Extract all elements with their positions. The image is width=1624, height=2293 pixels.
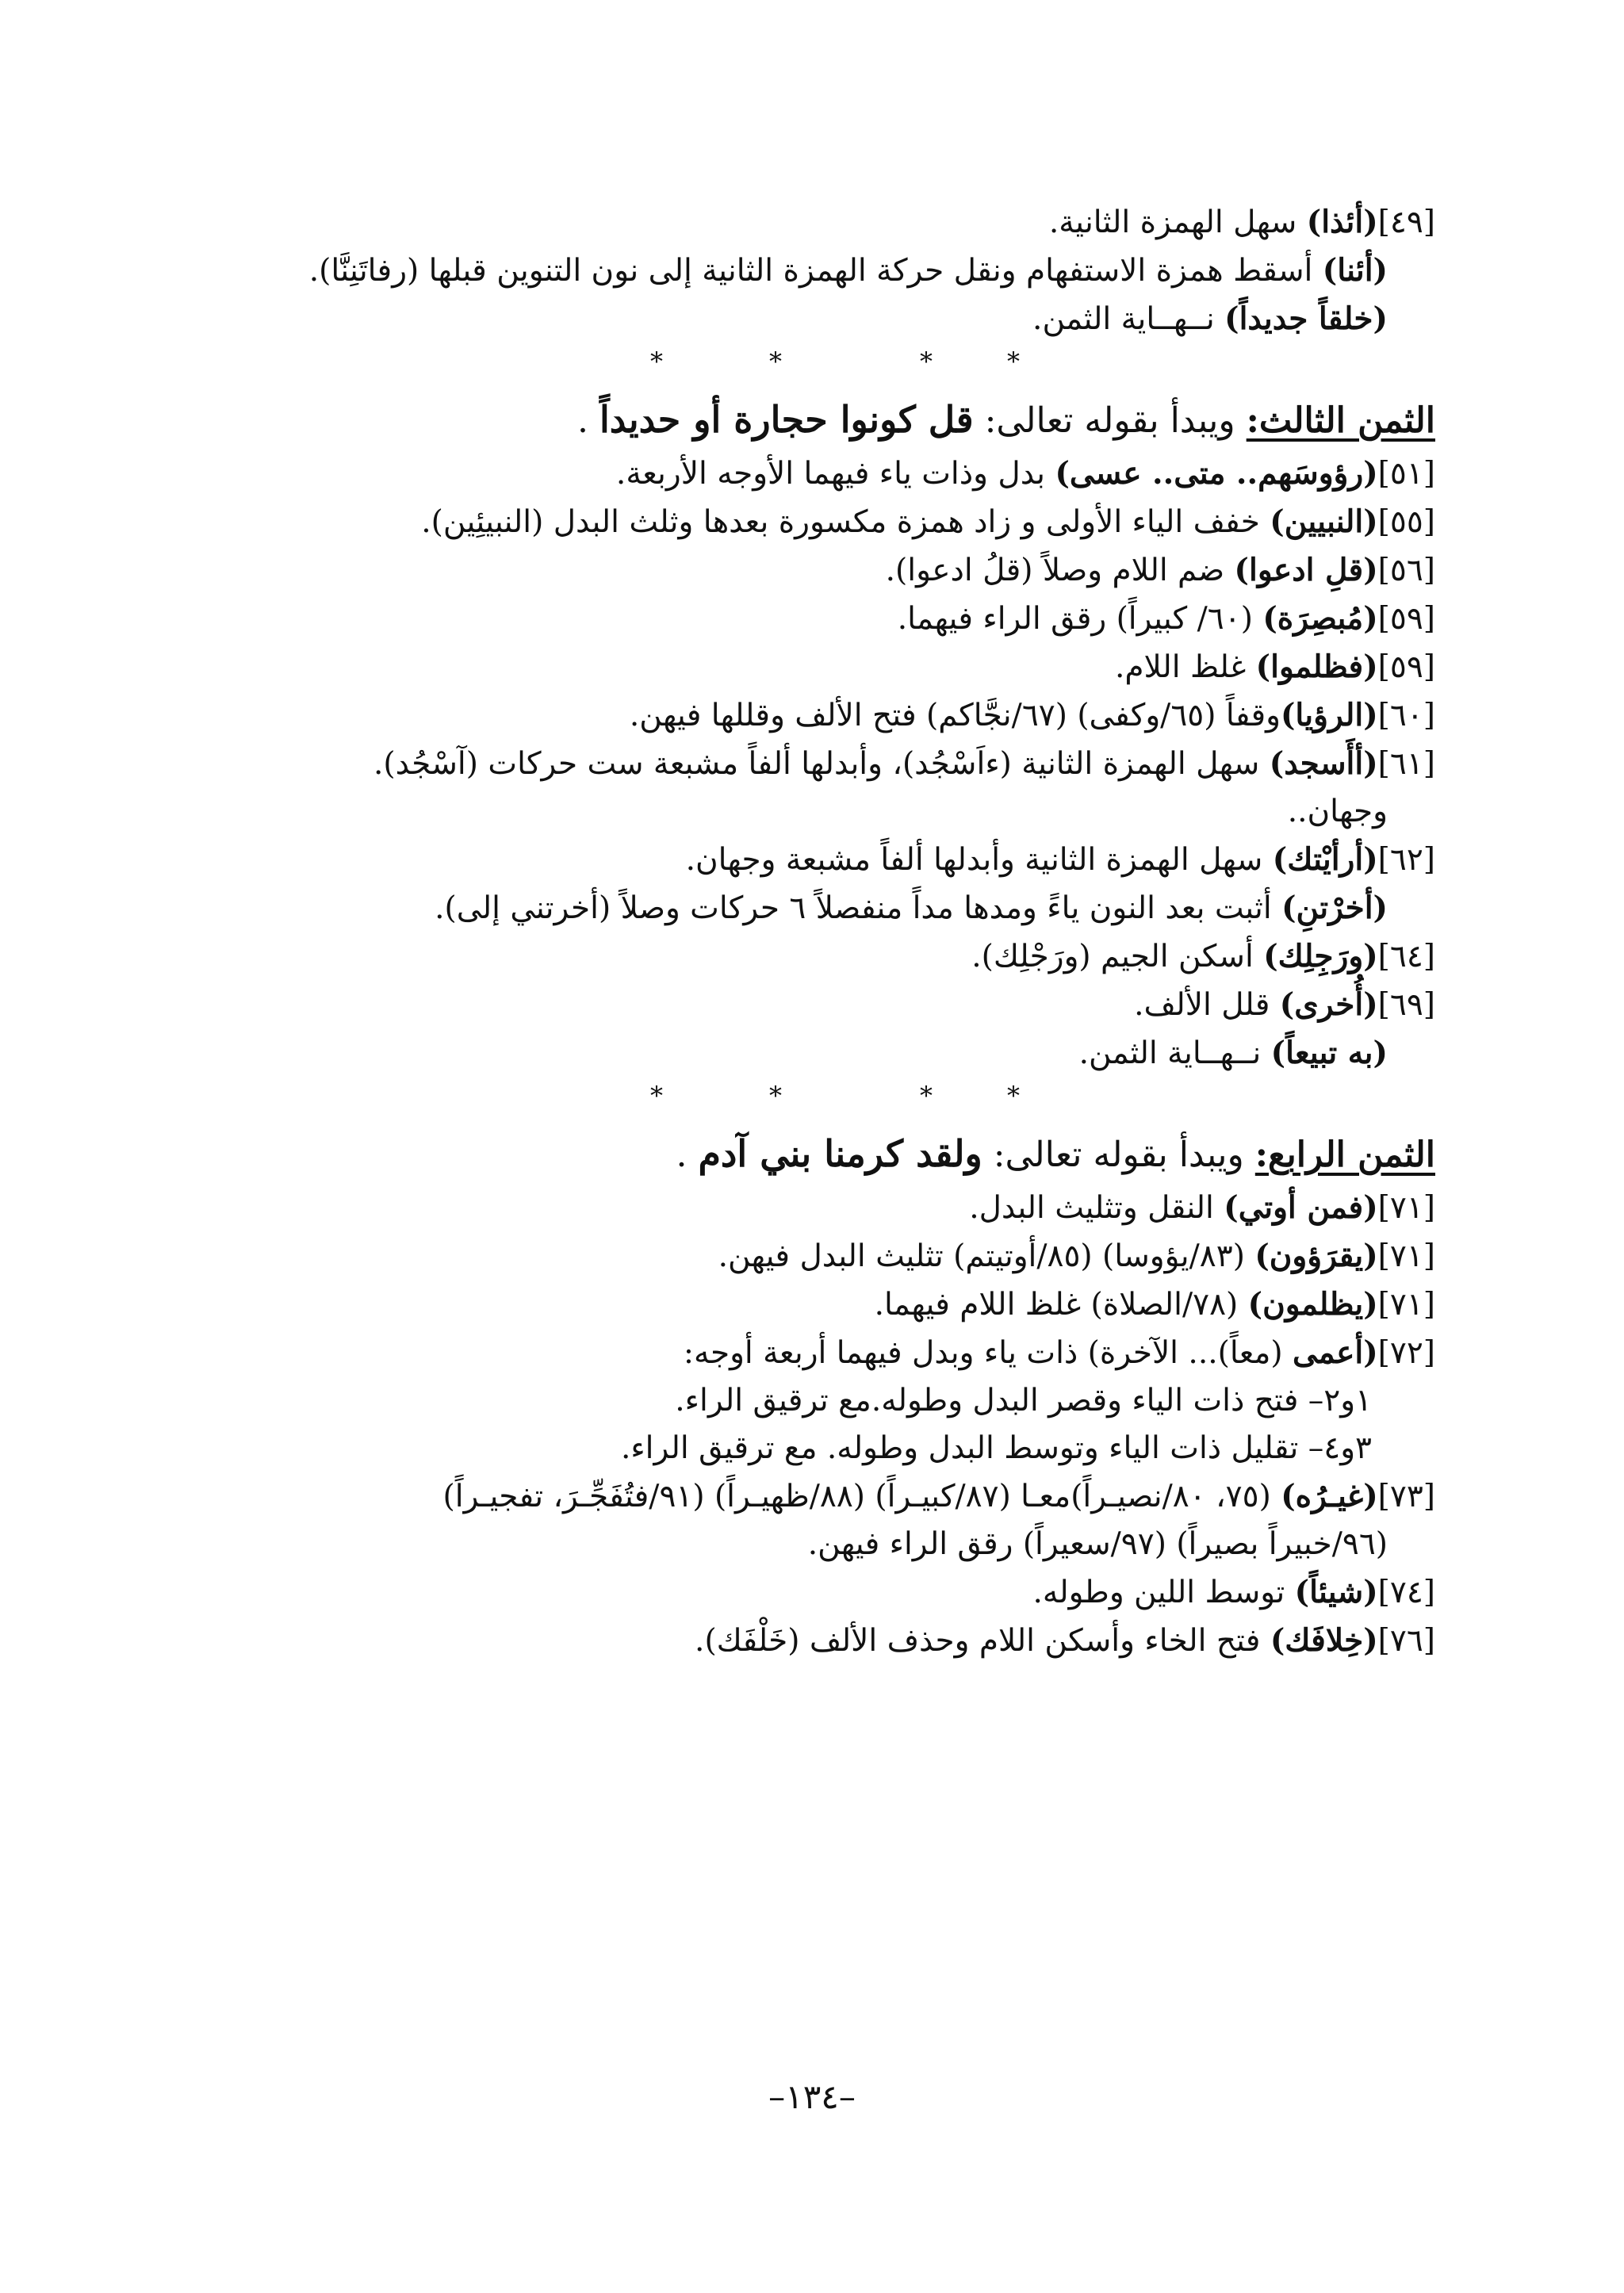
entry-continuation: وجهان..: [1287, 794, 1388, 829]
section-end: .: [676, 1135, 699, 1175]
quranic-word: (يقرَؤون): [1254, 1238, 1378, 1274]
entry-text: سهل الهمزة الثانية (ءاَسْجُد)، وأبدلها ألفاً مشبعة ست حركات (آسْجُد).: [373, 746, 1270, 782]
entry-line: [230, 691, 1435, 740]
quranic-word: (مُبصِرَة): [1262, 600, 1378, 637]
entry-text: (معاً)... الآخرة) ذات ياء وبدل فيهما أربعة أوجه:: [683, 1335, 1293, 1371]
section-title: الثمن الثالث:: [1246, 400, 1435, 441]
section-intro: ويبدأ بقوله تعالى:: [982, 1135, 1255, 1175]
quranic-word: (أعمى: [1293, 1334, 1378, 1371]
quranic-word: (أرأيْتك): [1272, 841, 1378, 878]
separator-star: *: [650, 346, 663, 377]
quranic-word: (النبيين): [1270, 503, 1378, 540]
entry-line: [230, 1472, 1435, 1521]
verse-number: [٧٣]: [1377, 1479, 1435, 1514]
entry-line: [230, 1029, 1435, 1078]
quranic-word: (أئذا): [1306, 204, 1378, 240]
entry-line: [230, 643, 1435, 691]
entry-line: [230, 247, 1435, 295]
section-heading-third: [230, 391, 1435, 450]
verse-number: [٥٩]: [1377, 649, 1435, 685]
quranic-word: (رؤوسَهم.. متى.. عسى): [1055, 455, 1378, 492]
section-separator: [230, 343, 1435, 383]
section-intro: ويبدأ بقوله تعالى:: [973, 400, 1247, 441]
verse-number: [٦١]: [1377, 746, 1435, 782]
entry-text: ضم اللام وصلاً (قلُ ادعوا).: [885, 553, 1235, 588]
entry-text: (٦٠/ كبيراً) رقق الراء فيهما.: [897, 601, 1263, 637]
quranic-word: (به تبيعاً): [1270, 1035, 1388, 1071]
separator-star: *: [920, 346, 933, 377]
entry-text: (٧٨/الصلاة) غلظ اللام فيهما.: [874, 1287, 1248, 1323]
entry-text: توسط اللين وطوله.: [1032, 1575, 1295, 1610]
entry-line: [230, 1329, 1435, 1377]
entry-text: فتح الخاء وأسكن اللام وحذف الألف (خَلْفَك).: [695, 1623, 1270, 1659]
entry-line: [230, 836, 1435, 884]
verse-number: [٦٢]: [1377, 842, 1435, 878]
entry-line: [230, 498, 1435, 546]
entry-line: [230, 740, 1435, 788]
quranic-word: (فظلموا): [1255, 649, 1378, 685]
section-heading-fourth: [230, 1125, 1435, 1184]
section-quote: قل كونوا حجارة أو حديداً: [599, 398, 974, 441]
entry-continuation: (٩٦/خبيراً بصيراً) (٩٧/سعيراً) رقق الراء فيهن.: [807, 1526, 1388, 1562]
verse-number: [٧١]: [1377, 1287, 1435, 1323]
sub-entry-line: ٣و٤– تقليل ذات الياء وتوسط البدل وطوله. مع ترقيق الراء.: [620, 1430, 1372, 1466]
sub-entry-line: ١و٢– فتح ذات الياء وقصر البدل وطوله.مع ترقيق الراء.: [675, 1383, 1372, 1418]
verse-number: [٥٥]: [1377, 504, 1435, 540]
entry-text: سهل الهمزة الثانية.: [1048, 205, 1307, 240]
entry-text: أسكن الجيم (ورَجْلِك).: [971, 939, 1264, 974]
entry-text: نــهــاية الثمن.: [1032, 301, 1225, 337]
section-separator: [230, 1078, 1435, 1117]
quranic-word: (فمن أوتي): [1224, 1189, 1378, 1226]
entry-line: [230, 1617, 1435, 1665]
entry-line: [230, 932, 1435, 981]
entry-line: [230, 981, 1435, 1029]
entry-line: [230, 1184, 1435, 1232]
verse-number: [٧٢]: [1377, 1335, 1435, 1371]
entry-line: [230, 1280, 1435, 1329]
entry-text: (٨٣/يؤوسا) (٨٥/أوتيتم) تثليث البدل فيهن.: [718, 1238, 1255, 1274]
entry-line: [230, 1568, 1435, 1617]
quranic-word: (أُخرى): [1279, 986, 1378, 1023]
verse-number: [٧٤]: [1377, 1575, 1435, 1610]
entry-line: [230, 1232, 1435, 1280]
entry-text: قلل الألف.: [1134, 987, 1280, 1023]
separator-star: *: [769, 1081, 782, 1111]
separator-star: *: [650, 1081, 663, 1111]
separator-star: *: [1007, 1081, 1020, 1111]
verse-number: [٧١]: [1377, 1190, 1435, 1226]
verse-number: [٥٩]: [1377, 601, 1435, 637]
entry-text: أسقط همزة الاستفهام ونقل حركة الهمزة الثانية إلى نون التنوين قبلها (رفاتَنِنَّا).: [308, 253, 1323, 289]
entry-text: سهل الهمزة الثانية وأبدلها ألفاً مشبعة وجهان.: [685, 842, 1273, 878]
verse-number: [٧٦]: [1377, 1623, 1435, 1659]
entry-text: (٧٥، ٨٠/نصيـراً)معـا (٨٧/كبيـراً) (٨٨/ظهيـراً) (٩١/فتُفَجِّـرَ، تفجيـراً): [442, 1479, 1281, 1514]
quranic-word: (أخرْتنِ): [1281, 890, 1388, 926]
verse-number: [٧١]: [1377, 1238, 1435, 1274]
quranic-word: (أئنا): [1322, 252, 1388, 289]
page-body: [230, 198, 1435, 1665]
entry-text: خفف الياء الأولى و زاد همزة مكسورة بعدها وثلث البدل (النبيئِين).: [421, 504, 1270, 540]
separator-star: *: [769, 346, 782, 377]
entry-line: [230, 295, 1435, 343]
entry-line: [230, 884, 1435, 932]
verse-number: [٤٩]: [1377, 205, 1435, 240]
entry-text: النقل وتثليث البدل.: [969, 1190, 1224, 1226]
quranic-word: (قلِ ادعوا): [1234, 552, 1378, 588]
verse-number: [٦٠]: [1377, 698, 1435, 733]
verse-number: [٥٦]: [1377, 553, 1435, 588]
section-quote: ولقد كرمنا بني آدم: [698, 1132, 982, 1175]
quranic-word: (الرؤيا): [1280, 697, 1378, 733]
quranic-word: (غيـرُه): [1281, 1478, 1378, 1514]
page-number: –١٣٤–: [768, 2077, 856, 2116]
section-title: الثمن الرابع:: [1254, 1135, 1435, 1175]
separator-star: *: [920, 1081, 933, 1111]
entry-line: [230, 595, 1435, 643]
entry-text: نــهــاية الثمن.: [1078, 1035, 1271, 1071]
quranic-word: (يظلمون): [1247, 1286, 1378, 1323]
entry-line: [230, 450, 1435, 498]
quranic-word: (أأَسجد): [1269, 745, 1378, 782]
verse-number: [٦٤]: [1377, 939, 1435, 974]
entry-text: بدل وذات ياء فيهما الأوجه الأربعة.: [615, 456, 1055, 492]
quranic-word: (ورَجِلِك): [1263, 938, 1378, 974]
section-end: .: [576, 400, 599, 441]
entry-text: وقفاً (٦٥/وكفى) (٦٧/نجَّاكم) فتح الألف وقللها فيهن.: [629, 698, 1281, 733]
quranic-word: (شيئاً): [1294, 1574, 1378, 1610]
entry-line: [230, 198, 1435, 247]
verse-number: [٦٩]: [1377, 987, 1435, 1023]
entry-line: [230, 546, 1435, 595]
entry-text: أثبت بعد النون ياءً ومدها مداً منفصلاً ٦ حركات وصلاً (أخرتني إلى).: [435, 890, 1282, 926]
entry-text: غلظ اللام.: [1115, 649, 1256, 685]
separator-star: *: [1007, 346, 1020, 377]
verse-number: [٥١]: [1377, 456, 1435, 492]
quranic-word: (خلقاً جديداً): [1224, 301, 1388, 337]
quranic-word: (خِلافَك): [1270, 1622, 1378, 1659]
